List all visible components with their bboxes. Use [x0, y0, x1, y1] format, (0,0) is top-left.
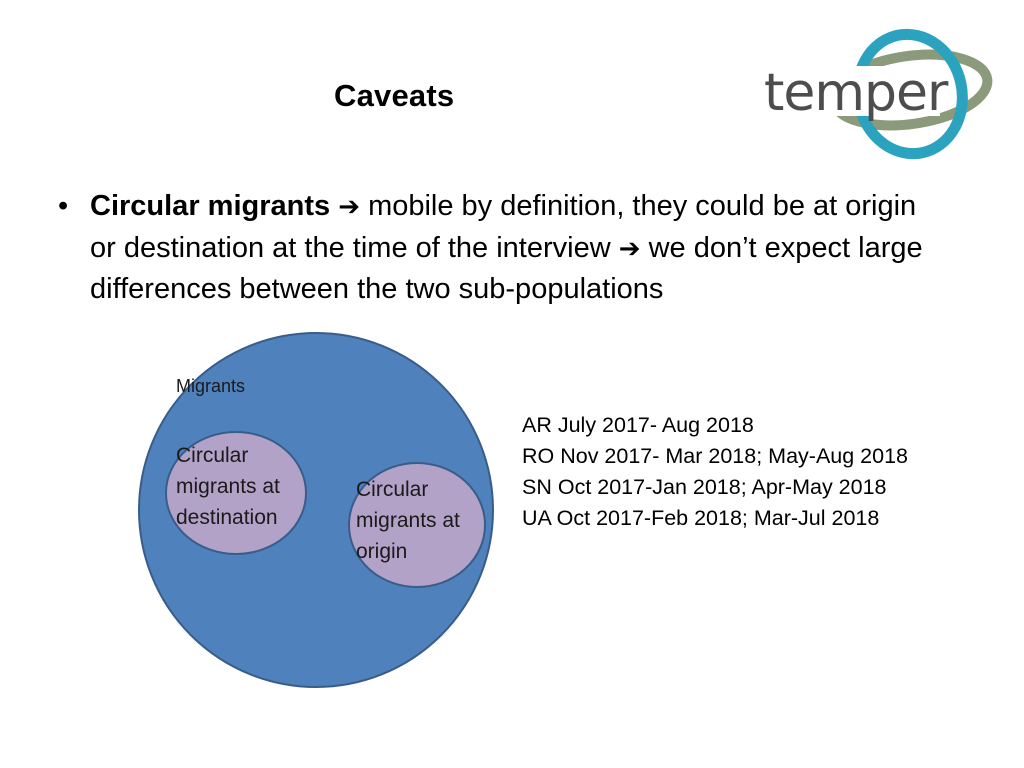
arrow-icon: ➔: [618, 233, 641, 264]
origin-label: [356, 474, 460, 567]
destination-label: [176, 440, 280, 533]
period-sn: SN Oct 2017-Jan 2018; Apr-May 2018: [522, 475, 887, 499]
logo-text: temper: [764, 63, 948, 123]
slide-title: Caveats: [334, 78, 455, 113]
bullet-part-1: mobile by definition, they could be at origin or destination at the time of the interview: [90, 190, 917, 264]
migrants-label: Migrants: [176, 376, 246, 396]
period-ua: UA Oct 2017-Feb 2018; Mar-Jul 2018: [522, 506, 880, 530]
origin-label-line: migrants at: [356, 509, 460, 532]
destination-label-line: destination: [176, 506, 278, 529]
bullet-term: Circular migrants: [90, 190, 331, 222]
bullet-dot: •: [58, 190, 69, 222]
arrow-icon: ➔: [338, 192, 360, 222]
origin-label-line: origin: [356, 540, 408, 563]
destination-label-line: migrants at: [176, 475, 280, 498]
period-ro: RO Nov 2017- Mar 2018; May-Aug 2018: [522, 444, 909, 468]
survey-periods: [522, 410, 908, 534]
bullet-part-2: we don’t expect large differences between the two sub-populations: [90, 231, 923, 305]
period-ar: AR July 2017- Aug 2018: [522, 413, 754, 437]
origin-label-line: Circular: [356, 478, 429, 501]
destination-label-line: Circular: [176, 444, 249, 467]
